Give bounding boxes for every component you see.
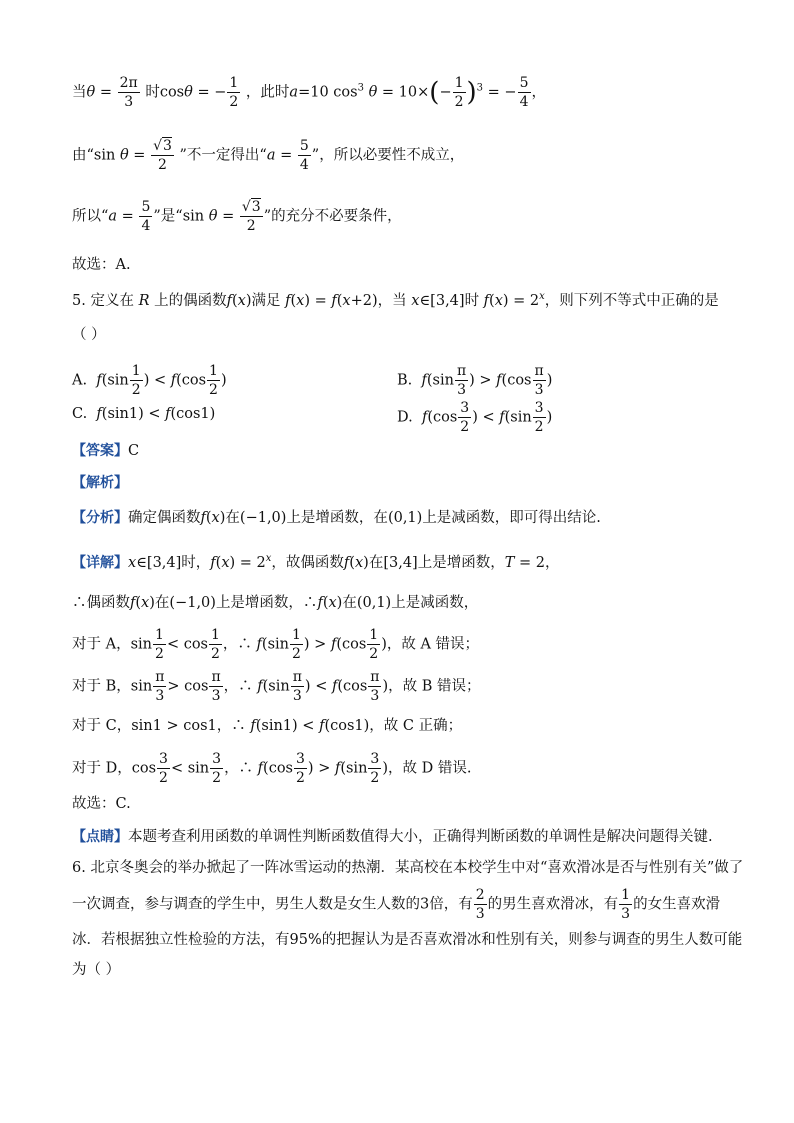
text: 本题考查利用函数的单调性判断函数值得大小，正确得判断函数的单调性是解决问题得关键. [128, 829, 713, 845]
detail-b: 对于 B，sin $\frac{\pi}{3}$ > cos $\frac{\pi}{3}$ ，∴ f(sin $\frac{\pi}{3}$ ) < f(cos $\frac{\pi}{3}$ )，故 B 错误； [72, 669, 481, 704]
text: ”的充分不必要条件， [263, 208, 402, 225]
text: 上是减函数，即可得出结论. [422, 510, 601, 526]
jiexi-tag: 【解析】 [72, 475, 128, 491]
question-5-stem: 5. 定义在 R 上的偶函数f(x)满足 f(x) = f(x+2)，当 x∈[3,4]时 $f(x) = 2^x$，则下列不等式中正确的是 [72, 291, 719, 309]
text: 当 [72, 84, 87, 101]
text: 上是减函数， [391, 595, 479, 611]
text: 时 [464, 292, 480, 309]
answer-choice-2: 故选：C. [72, 796, 131, 812]
detail-c: 对于 C，sin1 > cos1，∴ f(sin1) < f(cos1)，故 C 正确； [72, 718, 463, 734]
fraction: $\frac{5}{4}$ [299, 138, 309, 173]
detail-d: 对于 D，cos $\frac{3}{2}$ < sin $\frac{3}{2}$ ，∴ f(cos $\frac{3}{2}$ ) > f(sin $\frac{3}{2}$ )，故 D 错误. [72, 751, 472, 786]
text: 由“ [72, 147, 94, 164]
text: ，当 [377, 292, 407, 309]
fraction: $\frac{2\pi}{3}$ [119, 75, 138, 110]
answer-value: C [128, 443, 140, 459]
text: ”是“ [153, 208, 183, 225]
option-label: A. [72, 372, 88, 389]
text: 对于 B， [72, 678, 131, 695]
text: 对于 D， [72, 760, 132, 777]
question-6-line-2: 一次调查，参与调查的学生中，男生人数是女生人数的3倍，有 $\frac{2}{3}$ 的男生喜欢滑冰，有 $\frac{1}{3}$ 的女生喜欢滑 [72, 887, 721, 922]
answer-choice-1: 故选：A. [72, 257, 131, 273]
text: 在 [225, 510, 240, 526]
option-label: C. [72, 406, 88, 422]
text: 上的偶函数 [154, 292, 227, 309]
jiexi-line [72, 476, 128, 491]
xiangjie-tag: 【详解】 [72, 554, 128, 571]
text: 在 [154, 595, 170, 611]
dianjing-line [72, 830, 713, 845]
text: 上是增函数， [417, 554, 505, 571]
question-5-paren: （ ） [72, 327, 106, 343]
detail-a: 对于 A，sin $\frac{1}{2}$ < cos $\frac{1}{2}$ ，∴ f(sin $\frac{1}{2}$ ) > f(cos $\frac{1}{2}$ )，故 A 错误； [72, 627, 480, 662]
text: ， [531, 84, 546, 101]
solution-line-1: 当θ = $\frac{2\pi}{3}$ 时cosθ = − $\frac{1}{2}$ ，此时a=10 $\cos^3 \theta = 10\times(-$ $\frac{1}{2}$ )$^3$ = − $\frac{5}{4}$ ， [72, 75, 546, 110]
text: ，则下列不等式中正确的是 [544, 292, 719, 309]
answer-tag: 【答案】 [72, 443, 128, 459]
text: 一次调查，参与调查的学生中，男生人数是女生人数的3倍，有 [72, 896, 473, 913]
text: 满足 [251, 292, 281, 309]
option-c: C. f(sin1) < f(cos1) [72, 406, 216, 422]
text: 5. 定义在 [72, 292, 134, 309]
dianjing-tag: 【点睛】 [72, 829, 128, 845]
text: 的女生喜欢滑 [633, 896, 721, 913]
text: 上是增函数，∴ [215, 595, 318, 611]
text: ，此时 [245, 84, 290, 101]
question-6-line-4: 为（ ） [72, 962, 121, 978]
text: 时 [145, 84, 160, 101]
solution-line-2: 由“sin θ = $\frac{√3}{2}$ ”不一定得出“a = $\frac{5}{4}$ ”，所以必要性不成立， [72, 138, 465, 173]
question-6-line-3: 冰．若根据独立性检验的方法，有95%的把握认为是否喜欢滑冰和性别有关，则参与调查的男生人数可能 [72, 932, 743, 948]
fraction: $\frac{1}{2}$ [229, 75, 239, 110]
text: ”不一定得出“ [179, 147, 267, 164]
text: 的男生喜欢滑冰，有 [487, 896, 619, 913]
fraction: $\frac{5}{4}$ [141, 199, 151, 234]
text: ∴偶函数 [72, 595, 130, 611]
text: 上是增函数，在 [286, 510, 388, 526]
option-a: A. f(sin $\frac{1}{2}$ ) < f(cos $\frac{1}{2}$ ) [72, 363, 227, 398]
fraction: $\frac{√3}{2}$ [153, 138, 172, 173]
text: 在 [342, 595, 357, 611]
text: 对于 C， [72, 718, 132, 734]
solution-line-3: 所以“a = $\frac{5}{4}$ ”是“sin θ = $\frac{√3}{2}$ ”的充分不必要条件， [72, 199, 402, 234]
fenxi-line: 【分析】确定偶函数f(x)在(−1,0)上是增函数，在(0,1)上是减函数，即可得出结论. [72, 510, 601, 526]
answer-line [72, 444, 139, 459]
text: ，故 B 错误； [388, 678, 481, 695]
text: ，故 D 错误. [388, 760, 472, 777]
text: 在 [368, 554, 384, 571]
text: ，故 C 正确； [369, 718, 463, 734]
xiangjie-line: 【详解】x∈[3,4]时，$f(x) = 2^x$，故偶函数f(x)在[3,4]上是增函数，T = 2， [72, 553, 560, 571]
text: ，故 A 错误； [386, 636, 480, 653]
text: 确定偶函数 [128, 510, 201, 526]
text: 所以“ [72, 208, 109, 225]
question-6-line-1: 6. 北京冬奥会的举办掀起了一阵冰雪运动的热潮．某高校在本校学生中对“喜欢滑冰是否与性别有关”做了 [72, 860, 744, 876]
text: ”，所以必要性不成立， [311, 147, 465, 164]
text: 时， [181, 554, 211, 571]
option-label: D. [397, 409, 413, 426]
option-label: B. [397, 372, 413, 389]
option-b: B. f(sin $\frac{\pi}{3}$ ) > f(cos $\frac{\pi}{3}$ ) [397, 363, 553, 398]
fraction: $\frac{√3}{2}$ [241, 199, 261, 234]
text: 对于 A， [72, 636, 131, 653]
option-d: D. f(cos $\frac{3}{2}$ ) < f(sin $\frac{3}{2}$ ) [397, 400, 553, 435]
fenxi-tag: 【分析】 [72, 510, 128, 526]
step-line-1: ∴偶函数f(x)在(−1,0)上是增函数，∴f(x)在(0,1)上是减函数， [72, 595, 479, 611]
fraction: $\frac{5}{4}$ [519, 75, 529, 110]
text: ，故偶函数 [271, 554, 344, 571]
fraction: $\frac{1}{2}$ [454, 75, 464, 110]
